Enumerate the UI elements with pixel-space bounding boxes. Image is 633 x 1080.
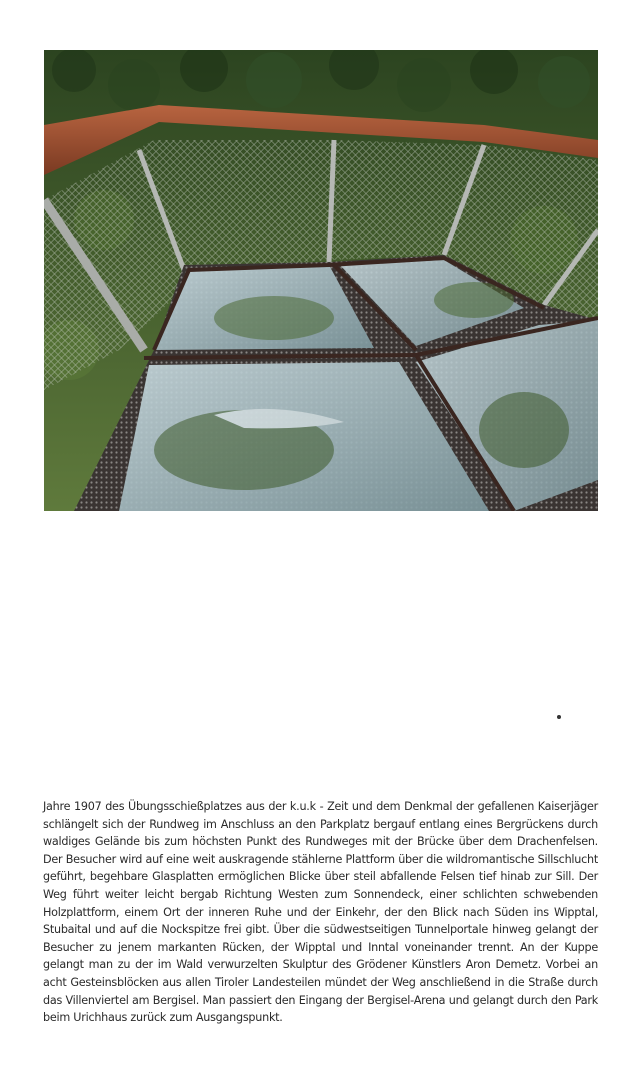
body-paragraph: Jahre 1907 des Übungsschießplatzes aus der k.u.k - Zeit und dem Denkmal der gefallenen Kaiserjäger schlängelt sich der Rundweg im Anschluss an den Parkplatz bergauf entlang eines Bergrückens durch waldiges Gelände bis zum höchsten Punkt des Rundweges mit der Brücke über dem Drachenfelsen. Der Besucher wird auf eine weit auskragende stählerne Plattform über die wildromantische Sillschlucht geführt, begehbare Glasplatten ermöglichen Blicke über steil abfallende Felsen tief hinab zur Sill. Der Weg führt weiter leicht bergab Richtung Westen zum Sonnendeck, einer schlichten schwebenden Holzplattform, einem Ort der inneren Ruhe und der Einkehr, der den Blick nach Süden ins Wipptal, Stubaital und auf die Nockspitze frei gibt. Über die südwestseitigen Tunnelportale hinweg gelangt der Besucher zu jenem markanten Rücken, der Wipptal und Inntal voneinander trennt. An der Kuppe gelangt man zu der im Wald verwurzelten Skulptur des Grödener Künstlers Aron Demetz. Vorbei an acht Gesteinsblöcken aus allen Tiroler Landesteilen mündet der Weg anschließend in die Straße durch das Villenviertel am Bergisel. Man passiert den Eingang der Bergisel-Arena und gelangt durch den Park beim Urichhaus zurück zum Ausgangspunkt. (43, 800, 598, 1025)
photo-illustration (44, 50, 598, 511)
bullet-dot (557, 715, 561, 719)
glass-platform-photo (44, 50, 598, 511)
